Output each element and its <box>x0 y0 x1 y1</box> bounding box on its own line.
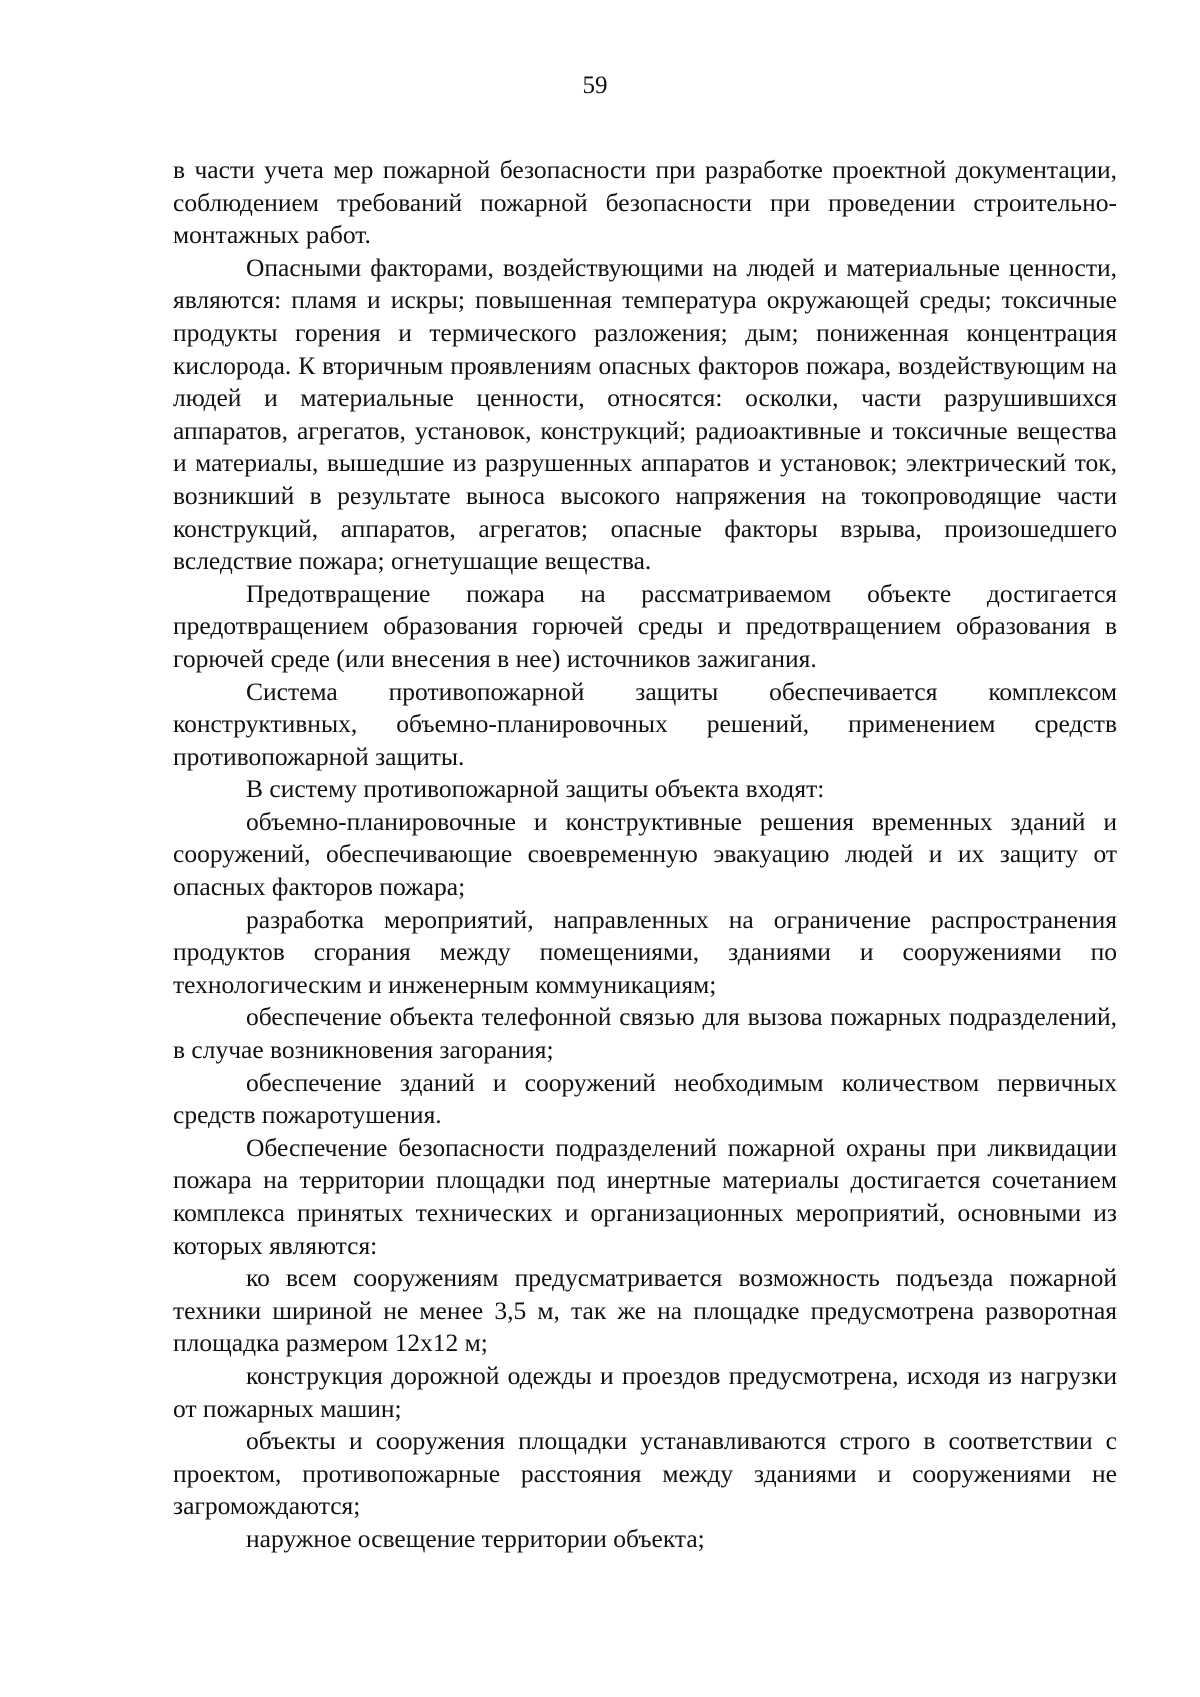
list-item-outdoor-lighting: наружное освещение территории объекта; <box>246 1523 705 1553</box>
document-body <box>173 154 1117 1556</box>
list-item-telephone: обеспечение объекта телефонной связью для вызова пожарных подразделений, в случае возникновения загорания; <box>173 1002 1117 1065</box>
paragraph-firefighter-safety: Обеспечение безопасности подразделений пожарной охраны при ликвидации пожара на территории площадки под инертные материалы достигается сочетанием комплекса принятых технических и организационных мероприятий, основными из которых являются: <box>173 1132 1117 1260</box>
list-item-extinguishers: обеспечение зданий и сооружений необходимым количеством первичных средств пожаротушения. <box>173 1067 1117 1130</box>
paragraph-continuation: в части учета мер пожарной безопасности при разработке проектной документации, соблюдением требований пожарной безопасности при проведении строительно-монтажных работ. <box>173 155 1117 250</box>
list-item-fire-distances: объекты и сооружения площадки устанавливаются строго в соответствии с проектом, противопожарные расстояния между зданиями и сооружениями не загромождаются; <box>173 1426 1117 1521</box>
list-item-access-roads: ко всем сооружениям предусматривается возможность подъезда пожарной техники шириной не менее 3,5 м, так же на площадке предусмотрена разворотная площадка размером 12х12 м; <box>173 1263 1117 1358</box>
list-item-smoke-limitation: разработка мероприятий, направленных на ограничение распространения продуктов сгорания между помещениями, зданиями и сооружениями по технологическим и инженерным коммуникациям; <box>173 904 1117 999</box>
list-item-planning-solutions: объемно-планировочные и конструктивные решения временных зданий и сооружений, обеспечивающие своевременную эвакуацию людей и их защиту от опасных факторов пожара; <box>173 806 1117 902</box>
list-item-road-design: конструкция дорожной одежды и проездов предусмотрена, исходя из нагрузки от пожарных машин; <box>173 1360 1117 1423</box>
paragraph-protection-system: Система противопожарной защиты обеспечивается комплексом конструктивных, объемно-планировочных решений, применением средств противопожарной защиты. <box>173 676 1117 771</box>
page-number: 59 <box>582 72 608 99</box>
paragraph-hazard-factors: Опасными факторами, воздействующими на людей и материальные ценности, являются: пламя и искры; повышенная температура окружающей среды; токсичные продукты горения и термического разложения; дым; пониженная концентрация кислорода. К вторичным проявлениям опасных факторов пожара, воздействующим на людей и материальные ценности, относятся: осколки, части разрушившихся аппаратов, агрегатов, установок, конструкций; радиоактивные и токсичные вещества и материалы, вышедшие из разрушенных аппаратов и установок; электрический ток, возникший в результате выноса высокого напряжения на токопроводящие части конструкций, аппаратов, агрегатов; опасные факторы взрыва, произошедшего вследствие пожара; огнетушащие вещества. <box>173 252 1117 576</box>
paragraph-fire-prevention: Предотвращение пожара на рассматриваемом объекте достигается предотвращением образования горючей среды и предотвращением образования в горючей среде (или внесения в нее) источников зажигания. <box>173 578 1117 673</box>
paragraph-system-includes: В систему противопожарной защиты объекта входят: <box>246 774 825 804</box>
